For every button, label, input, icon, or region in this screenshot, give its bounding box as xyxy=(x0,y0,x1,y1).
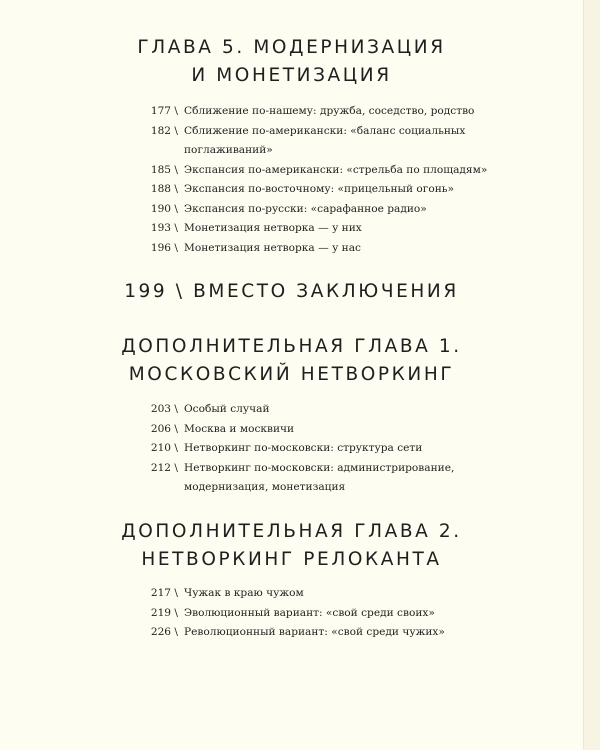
toc-page-number: 212 \ xyxy=(150,461,178,474)
toc-entry xyxy=(0,102,500,122)
extra-chapter-2-toc xyxy=(0,584,500,643)
toc-entry-title: Экспансия по-русски: «сарафанное радио» xyxy=(184,202,427,215)
toc-entry xyxy=(0,219,500,239)
toc-page-number: 193 \ xyxy=(150,222,178,234)
toc-entry xyxy=(0,239,500,259)
extra-chapter-2-title-line2: НЕТВОРКИНГ РЕЛОКАНТА xyxy=(141,549,442,570)
toc-page-number: 226 \ xyxy=(150,626,178,638)
toc-page-number: 203 \ xyxy=(150,403,178,415)
extra-chapter-1-toc xyxy=(0,400,500,498)
toc-page-number: 206 \ xyxy=(150,422,178,435)
extra-chapter-2-title-line1: ДОПОЛНИТЕЛЬНАЯ ГЛАВА 2. xyxy=(121,521,462,542)
toc-entry-title: Москва и москвичи xyxy=(184,422,295,435)
toc-entry xyxy=(0,200,500,220)
toc-entry-title: Сближение по-американски: «баланс социальных поглаживаний» xyxy=(184,124,466,156)
toc-entry-title: Особый случай xyxy=(184,403,270,415)
chapter-5-title-line1: ГЛАВА 5. МОДЕРНИЗАЦИЯ xyxy=(137,37,446,58)
toc-entry xyxy=(0,604,500,624)
toc-page-number: 185 \ xyxy=(150,163,178,176)
toc-entry xyxy=(0,439,500,459)
extra-chapter-2-title xyxy=(0,518,583,574)
toc-entry xyxy=(0,161,500,181)
toc-entry-title: Экспансия по-восточному: «прицельный огонь» xyxy=(184,183,455,195)
toc-page-number: 177 \ xyxy=(150,105,178,117)
toc-entry-title: Нетворкинг по-московски: структура сети xyxy=(184,442,423,454)
extra-chapter-1-title-line1: ДОПОЛНИТЕЛЬНАЯ ГЛАВА 1. xyxy=(121,336,462,357)
toc-entry-title: Чужак в краю чужом xyxy=(184,587,304,599)
toc-entry-title: Монетизация нетворка — у нас xyxy=(184,241,361,254)
toc-entry-title: Монетизация нетворка — у них xyxy=(184,222,362,234)
toc-page-number: 196 \ xyxy=(150,241,178,254)
toc-entry xyxy=(0,420,500,440)
toc-entry-title: Экспансия по-американски: «стрельба по площадям» xyxy=(184,163,488,176)
toc-page-number: 182 \ xyxy=(150,124,178,137)
toc-entry xyxy=(0,459,500,498)
toc-entry-title: Революционный вариант: «свой среди чужих» xyxy=(184,626,445,638)
toc-page-number: 188 \ xyxy=(150,183,178,195)
toc-entry xyxy=(0,400,500,420)
toc-page-number: 190 \ xyxy=(150,202,178,215)
toc-page-number: 217 \ xyxy=(150,587,178,599)
conclusion-title-text: 199 \ ВМЕСТО ЗАКЛЮЧЕНИЯ xyxy=(124,281,459,302)
chapter-5-title-line2: И МОНЕТИЗАЦИЯ xyxy=(191,65,392,86)
toc-entry xyxy=(0,122,500,161)
toc-entry xyxy=(0,623,500,643)
toc-page-number: 210 \ xyxy=(150,442,178,454)
toc-entry-title: Сближение по-нашему: дружба, соседство, родство xyxy=(184,105,475,117)
chapter-5-toc xyxy=(0,102,500,258)
toc-entry-title: Эволюционный вариант: «свой среди своих» xyxy=(184,606,435,619)
toc-page-number: 219 \ xyxy=(150,606,178,619)
page-edge xyxy=(583,0,600,750)
chapter-5-title xyxy=(0,34,583,90)
toc-entry xyxy=(0,584,500,604)
toc-entry xyxy=(0,180,500,200)
toc-entry-title: Нетворкинг по-московски: администрирование, модернизация, монетизация xyxy=(184,461,455,493)
conclusion-title xyxy=(0,278,583,306)
extra-chapter-1-title xyxy=(0,333,583,389)
extra-chapter-1-title-line2: МОСКОВСКИЙ НЕТВОРКИНГ xyxy=(128,364,455,385)
